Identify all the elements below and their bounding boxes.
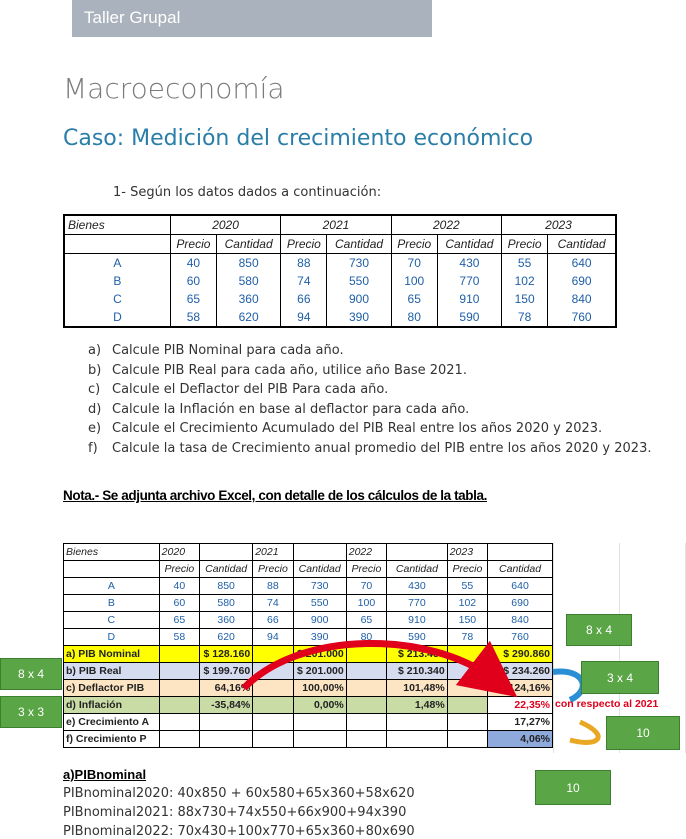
table-cell: 430: [437, 254, 501, 273]
table-cell: 58: [159, 629, 199, 646]
table-cell: 100: [346, 595, 386, 612]
result-label: e) Crecimiento A: [64, 714, 160, 731]
result-label: d) Inflación: [64, 697, 160, 714]
orange-curved-arrow: [570, 722, 598, 742]
table-cell: 690: [548, 272, 616, 290]
table-cell: 88: [253, 578, 293, 595]
question-text: Calcule el Crecimiento Acumulado del PIB Real entre los años 2020 y 2023.: [112, 421, 603, 437]
qty-header: Cantidad: [548, 235, 616, 254]
table-cell: 910: [387, 612, 448, 629]
result-value: $ 201.000: [293, 646, 346, 663]
table-cell: 40: [170, 254, 216, 273]
table-cell: 94: [281, 308, 327, 327]
table-cell: 730: [327, 254, 391, 273]
table-cell: 150: [447, 612, 487, 629]
result-value: 64,16%: [200, 680, 253, 697]
table-cell: 70: [391, 254, 437, 273]
table-cell: 760: [488, 629, 553, 646]
table-cell: 360: [217, 290, 281, 308]
table-cell: 65: [391, 290, 437, 308]
price-header: Precio: [170, 235, 216, 254]
table-cell: 730: [293, 578, 346, 595]
table-cell: 88: [281, 254, 327, 273]
table-cell: 580: [217, 272, 281, 290]
result-value: 1,48%: [387, 697, 448, 714]
table-cell: 760: [548, 308, 616, 327]
table-cell: 65: [346, 612, 386, 629]
table-cell: 900: [293, 612, 346, 629]
question-marker: a): [88, 343, 102, 358]
price-header: Precio: [447, 561, 487, 578]
goods-header: Bienes: [64, 215, 170, 235]
table-cell: 550: [327, 272, 391, 290]
table-cell: 900: [327, 290, 391, 308]
formula-line: PIBnominal2021: 88x730+74x550+66x900+94x390: [63, 805, 407, 820]
question-text: Calcule la tasa de Crecimiento anual promedio del PIB entre los años 2020 y 2023.: [112, 440, 652, 456]
table-cell: 100: [391, 272, 437, 290]
result-value: 124,16%: [488, 680, 553, 697]
goods-header: Bienes: [64, 544, 160, 561]
table-cell: 640: [488, 578, 553, 595]
table-cell: 580: [200, 595, 253, 612]
result-value: $ 128.160: [200, 646, 253, 663]
table-cell: 640: [548, 254, 616, 273]
qty-header: Cantidad: [327, 235, 391, 254]
result-value: -35,84%: [200, 697, 253, 714]
inflation-note: con respecto al 2021: [555, 698, 659, 710]
table-cell: 60: [170, 272, 216, 290]
table-cell: 360: [200, 612, 253, 629]
result-value: $ 290.860: [488, 646, 553, 663]
good-label: D: [64, 629, 160, 646]
good-label: B: [64, 272, 170, 290]
section-title: a)PIBnominal: [63, 767, 147, 782]
table-cell: 74: [281, 272, 327, 290]
table-cell: 78: [502, 308, 548, 327]
result-label: f) Crecimiento P: [64, 731, 160, 748]
box-3x4: 3 x 4: [581, 661, 659, 694]
year-header: 2022: [346, 544, 386, 561]
table-cell: 94: [253, 629, 293, 646]
table-cell: 66: [281, 290, 327, 308]
result-value: 100,00%: [293, 680, 346, 697]
table-cell: 550: [293, 595, 346, 612]
excel-note: Nota.- Se adjunta archivo Excel, con detalle de los cálculos de la tabla.: [63, 488, 487, 503]
good-label: D: [64, 308, 170, 327]
good-label: C: [64, 612, 160, 629]
table-cell: 150: [502, 290, 548, 308]
table-cell: 590: [437, 308, 501, 327]
question-marker: c): [88, 382, 101, 398]
table-cell: 840: [488, 612, 553, 629]
table-cell: 770: [387, 595, 448, 612]
table-cell: 590: [387, 629, 448, 646]
price-header: Precio: [502, 235, 548, 254]
table-cell: 390: [327, 308, 391, 327]
table-cell: 40: [159, 578, 199, 595]
qty-header: Cantidad: [488, 561, 553, 578]
table-cell: 850: [217, 254, 281, 273]
table-cell: 55: [447, 578, 487, 595]
year-header: 2022: [391, 215, 501, 235]
box-8x4-right: 8 x 4: [566, 614, 632, 646]
red-curved-arrow: [244, 643, 495, 688]
price-header: Precio: [281, 235, 327, 254]
result-label: c) Deflactor PIB: [64, 680, 160, 697]
table-cell: 74: [253, 595, 293, 612]
table-cell: 65: [170, 290, 216, 308]
header-title: Taller Grupal: [84, 8, 181, 27]
good-label: B: [64, 595, 160, 612]
good-label: A: [64, 254, 170, 273]
table-cell: 910: [437, 290, 501, 308]
result-value: $ 213.450: [387, 646, 448, 663]
formula-line: PIBnominal2020: 40x850 + 60x580+65x360+58x620: [63, 786, 415, 801]
result-value: 101,48%: [387, 680, 448, 697]
formula-line: PIBnominal2022: 70x430+100x770+65x360+80x690: [63, 824, 415, 839]
price-header: Precio: [391, 235, 437, 254]
result-value: $ 201.000: [293, 663, 346, 680]
case-title: Caso: Medición del crecimiento económico: [63, 126, 534, 151]
table-cell: 770: [437, 272, 501, 290]
result-value: 22,35%: [488, 697, 553, 714]
year-header: 2021: [281, 215, 391, 235]
table-cell: 430: [387, 578, 448, 595]
table-cell: 66: [253, 612, 293, 629]
good-label: C: [64, 290, 170, 308]
course-title: Macroeconomía: [63, 72, 285, 105]
price-header: Precio: [346, 561, 386, 578]
table-cell: 690: [488, 595, 553, 612]
question-text: Calcule la Inflación en base al deflactor para cada año.: [112, 401, 470, 417]
result-value: $ 210.340: [387, 663, 448, 680]
year-header: 2021: [253, 544, 293, 561]
result-label: b) PIB Real: [64, 663, 160, 680]
question-marker: e): [88, 421, 102, 437]
result-value: 0,00%: [293, 697, 346, 714]
table-cell: 55: [502, 254, 548, 273]
question-marker: b): [88, 362, 102, 378]
table-cell: 80: [346, 629, 386, 646]
table-cell: 80: [391, 308, 437, 327]
table-cell: 65: [159, 612, 199, 629]
result-label: a) PIB Nominal: [64, 646, 160, 663]
question-text: Calcule PIB Real para cada año, utilice año Base 2021.: [112, 362, 467, 378]
table-cell: 60: [159, 595, 199, 612]
year-header: 2020: [159, 544, 199, 561]
year-header: 2020: [170, 215, 280, 235]
price-header: Precio: [253, 561, 293, 578]
blue-curved-arrow: [553, 672, 583, 700]
result-value: $ 234.260: [488, 663, 553, 680]
box-8x4-left: 8 x 4: [0, 658, 62, 690]
qty-header: Cantidad: [293, 561, 346, 578]
intro-text: 1- Según los datos dados a continuación:: [113, 185, 382, 200]
table-cell: 78: [447, 629, 487, 646]
qty-header: Cantidad: [217, 235, 281, 254]
qty-header: Cantidad: [387, 561, 448, 578]
year-header: 2023: [447, 544, 487, 561]
question-text: Calcule el Deflactor del PIB Para cada año.: [112, 382, 389, 398]
table-cell: 102: [502, 272, 548, 290]
table-cell: 840: [548, 290, 616, 308]
table-cell: 102: [447, 595, 487, 612]
question-marker: d): [88, 401, 102, 417]
table-cell: 58: [170, 308, 216, 327]
table-cell: 850: [200, 578, 253, 595]
table-cell: 390: [293, 629, 346, 646]
box-10-bottom: 10: [535, 770, 611, 805]
year-header: 2023: [502, 215, 616, 235]
good-label: A: [64, 578, 160, 595]
result-value: $ 199.760: [200, 663, 253, 680]
table-cell: 70: [346, 578, 386, 595]
result-value: 4,06%: [488, 731, 553, 748]
table-cell: 620: [200, 629, 253, 646]
qty-header: Cantidad: [437, 235, 501, 254]
question-marker: f): [88, 440, 98, 456]
table-cell: 620: [217, 308, 281, 327]
result-value: 17,27%: [488, 714, 553, 731]
box-10-right: 10: [606, 716, 680, 750]
price-header: Precio: [159, 561, 199, 578]
qty-header: Cantidad: [200, 561, 253, 578]
box-3x3: 3 x 3: [0, 696, 62, 728]
question-text: Calcule PIB Nominal para cada año.: [112, 343, 344, 358]
